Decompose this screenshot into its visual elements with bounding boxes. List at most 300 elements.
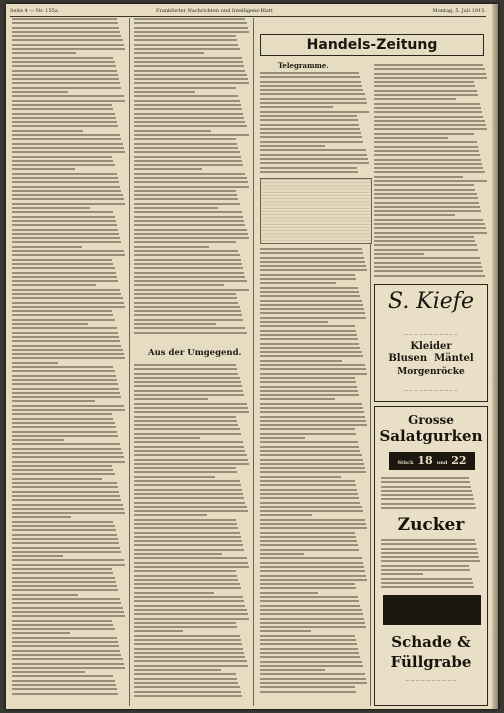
text-line [374, 223, 485, 225]
text-line [260, 381, 356, 383]
text-line [12, 577, 115, 579]
text-line [134, 454, 247, 456]
text-line [12, 581, 116, 583]
text-line [260, 162, 369, 164]
text-line [134, 643, 242, 645]
text-line [260, 467, 365, 469]
page-edge [492, 4, 498, 709]
text-column-3-upper [260, 72, 370, 175]
text-line [134, 211, 242, 213]
text-line [12, 198, 124, 200]
text-line [134, 480, 240, 482]
text-line [374, 210, 481, 212]
text-line [260, 454, 362, 456]
text-line [12, 611, 124, 613]
text-line [12, 134, 120, 136]
text-line [134, 600, 244, 602]
text-line [12, 448, 121, 450]
text-line [12, 383, 118, 385]
text-line [134, 143, 237, 145]
text-line [260, 89, 363, 91]
text-line [12, 486, 118, 488]
text-line [134, 553, 222, 555]
text-line [12, 302, 124, 304]
text-line [134, 566, 249, 568]
text-line [12, 194, 123, 196]
text-line [260, 686, 355, 688]
text-line [134, 549, 244, 551]
text-line [12, 418, 113, 420]
text-line [12, 589, 118, 591]
text-line [374, 73, 486, 75]
text-line [260, 639, 356, 641]
text-line [134, 173, 245, 175]
text-line [374, 244, 477, 246]
text-line [134, 138, 236, 140]
text-line [134, 272, 244, 274]
text-line [12, 70, 117, 72]
text-line [12, 100, 125, 102]
text-line [260, 167, 357, 169]
text-line [134, 44, 238, 46]
text-line [134, 433, 241, 435]
text-line [12, 366, 113, 368]
text-line [260, 360, 342, 362]
text-line [260, 102, 367, 104]
text-line [260, 407, 363, 409]
text-line [134, 319, 243, 321]
text-line [374, 240, 475, 242]
text-line [260, 648, 358, 650]
text-line [134, 18, 245, 20]
text-line [134, 332, 247, 334]
text-line [260, 317, 366, 319]
text-line [12, 160, 113, 162]
text-line [374, 81, 474, 83]
text-line [374, 90, 477, 92]
text-line [12, 645, 119, 647]
text-line [260, 128, 360, 130]
text-line [134, 519, 236, 521]
text-line [12, 370, 115, 372]
text-line [12, 671, 85, 673]
text-line [12, 663, 124, 665]
text-line [12, 349, 123, 351]
text-line [12, 538, 118, 540]
text-line [374, 262, 481, 264]
text-line [12, 667, 125, 669]
text-line [134, 306, 240, 308]
price-1: 18 [417, 454, 433, 467]
text-line [12, 104, 112, 106]
text-line [260, 532, 355, 534]
text-line [12, 516, 71, 518]
text-line [12, 147, 124, 149]
text-line [12, 435, 118, 437]
text-line [381, 507, 476, 509]
text-line [381, 490, 472, 492]
text-line [374, 94, 478, 96]
text-line [12, 65, 116, 67]
column-rule [253, 18, 254, 706]
text-line [381, 586, 474, 588]
text-line [260, 673, 365, 675]
text-line [12, 250, 124, 252]
text-line [260, 691, 356, 693]
text-line [12, 353, 124, 355]
text-line [12, 602, 121, 604]
text-line [260, 295, 360, 297]
text-line [12, 439, 64, 441]
kiefe-blusen-maentel [375, 353, 487, 364]
text-line [12, 297, 123, 299]
ad-text-block [381, 477, 481, 511]
text-line [134, 280, 247, 282]
ad-salatgurken: Salatgurken [379, 427, 483, 445]
text-line [134, 463, 249, 465]
text-line [12, 254, 125, 256]
text-line [374, 128, 487, 130]
masthead-title: Handels-Zeitung [306, 37, 438, 53]
text-line [12, 35, 121, 37]
text-line [260, 562, 363, 564]
text-line [134, 502, 245, 504]
text-line [12, 426, 116, 428]
text-line [134, 471, 237, 473]
text-line [12, 57, 113, 59]
text-line [12, 181, 119, 183]
text-line [260, 583, 355, 585]
text-line [12, 521, 113, 523]
text-line [260, 480, 355, 482]
text-line [260, 93, 365, 95]
text-line [134, 510, 248, 512]
text-line [134, 385, 242, 387]
text-line [12, 229, 118, 231]
text-line [260, 652, 359, 654]
text-line [134, 22, 247, 24]
text-line [12, 620, 112, 622]
text-line [12, 91, 68, 93]
running-head-right: Montag, 5. Juli 1915. [432, 8, 486, 14]
text-line [260, 661, 362, 663]
text-line [260, 403, 362, 405]
text-line [260, 450, 360, 452]
text-line [12, 327, 117, 329]
text-line [12, 138, 121, 140]
text-line [134, 48, 240, 50]
text-line [134, 527, 238, 529]
text-line [12, 44, 124, 46]
text-line [134, 605, 245, 607]
text-line [12, 675, 113, 677]
text-line [12, 443, 120, 445]
text-line [12, 336, 119, 338]
text-line [260, 557, 362, 559]
text-line [12, 31, 120, 33]
text-line [12, 555, 63, 557]
text-line [12, 125, 118, 127]
text-line [134, 506, 247, 508]
text-line [12, 564, 125, 566]
text-line [12, 413, 112, 415]
text-line [12, 512, 125, 514]
text-line [134, 381, 241, 383]
text-line [134, 276, 245, 278]
text-line [260, 506, 362, 508]
newspaper-page [6, 4, 498, 709]
text-line [260, 411, 364, 413]
text-line [12, 143, 123, 145]
text-line [134, 121, 245, 123]
text-line [374, 77, 487, 79]
text-line [260, 308, 364, 310]
text-line [134, 613, 248, 615]
text-line [374, 176, 463, 178]
text-line [12, 405, 124, 407]
text-line [260, 377, 355, 379]
text-line [374, 137, 448, 139]
text-line [134, 446, 244, 448]
text-line [260, 351, 362, 353]
text-line [12, 246, 82, 248]
text-line [134, 297, 237, 299]
text-line [12, 461, 125, 463]
text-line [260, 257, 364, 259]
text-line [134, 673, 236, 675]
text-line [134, 596, 243, 598]
text-line [134, 583, 240, 585]
text-line [260, 85, 362, 87]
text-line [134, 536, 241, 538]
text-line [374, 232, 487, 234]
text-line [260, 149, 366, 151]
text-line [260, 373, 367, 375]
text-line [134, 263, 242, 265]
text-line [12, 323, 88, 325]
text-line [374, 98, 456, 100]
market-table [260, 178, 372, 244]
text-line [134, 327, 245, 329]
text-line [260, 325, 355, 327]
text-line [12, 168, 75, 170]
text-line [260, 463, 364, 465]
text-line [260, 115, 357, 117]
text-line [12, 130, 83, 132]
text-line [134, 618, 249, 620]
text-line [134, 147, 238, 149]
text-line [12, 542, 119, 544]
running-head-left: Seite 4 — Nr. 155a [10, 8, 58, 14]
text-line [12, 499, 121, 501]
text-line [12, 628, 115, 630]
text-line [134, 293, 236, 295]
text-line [260, 669, 325, 671]
text-line [260, 154, 367, 156]
text-line [374, 184, 474, 186]
text-line [260, 386, 357, 388]
text-line [12, 422, 115, 424]
text-line [134, 237, 249, 239]
text-line [260, 343, 359, 345]
text-line [260, 446, 359, 448]
text-line [134, 27, 248, 29]
text-line [12, 684, 116, 686]
text-line [134, 220, 244, 222]
price-und: und [436, 460, 448, 466]
text-line [134, 411, 249, 413]
text-line [134, 523, 237, 525]
text-line [12, 95, 124, 97]
text-line [12, 650, 120, 652]
text-line [260, 437, 305, 439]
text-line [260, 287, 358, 289]
text-line [260, 98, 366, 100]
text-line [134, 695, 242, 697]
ad-footer-line: — — — — — — — — — — [405, 677, 457, 682]
text-line [134, 323, 216, 325]
text-line [374, 167, 483, 169]
text-line [12, 121, 117, 123]
text-line [374, 146, 478, 148]
text-line [12, 280, 118, 282]
price-2: 22 [451, 454, 467, 467]
text-line [134, 532, 240, 534]
text-line [12, 478, 102, 480]
text-line [12, 598, 120, 600]
text-line [12, 465, 112, 467]
text-line [134, 134, 249, 136]
text-line [12, 469, 113, 471]
text-line [374, 249, 478, 251]
text-line [374, 171, 485, 173]
text-line [134, 259, 241, 261]
text-line [12, 658, 123, 660]
text-line [381, 573, 423, 575]
kiefe-kleider: Kleider [410, 341, 452, 352]
text-line [374, 103, 480, 105]
text-line [260, 489, 357, 491]
text-line [134, 575, 237, 577]
text-line [12, 551, 121, 553]
text-line [12, 314, 113, 316]
text-line [260, 549, 359, 551]
text-line [12, 688, 117, 690]
text-line [374, 180, 487, 182]
text-line [260, 678, 366, 680]
text-line [12, 594, 78, 596]
kiefe-footer-line: — — — — — — — — — — — [404, 387, 458, 392]
text-line [134, 57, 242, 59]
text-line [134, 70, 245, 72]
text-line [374, 253, 424, 255]
text-line [134, 104, 241, 106]
price-banner [389, 452, 475, 470]
text-line [260, 269, 367, 271]
text-line [260, 364, 365, 366]
text-line [134, 364, 236, 366]
text-line [12, 482, 117, 484]
text-line [260, 510, 363, 512]
salatgurken-advertisement [374, 406, 488, 706]
text-line [134, 91, 195, 93]
text-line [12, 190, 121, 192]
text-line [260, 304, 363, 306]
text-line [374, 150, 479, 152]
text-line [12, 263, 113, 265]
text-line [12, 508, 124, 510]
text-line [134, 250, 238, 252]
text-line [260, 261, 365, 263]
text-line [12, 568, 112, 570]
text-line [12, 345, 121, 347]
text-line [260, 630, 311, 632]
ad-schade: Schade & [391, 633, 471, 651]
text-line [134, 314, 242, 316]
text-line [12, 289, 120, 291]
text-line [12, 379, 117, 381]
text-line [260, 600, 359, 602]
text-line [12, 48, 125, 50]
text-line [260, 76, 360, 78]
text-line [260, 347, 360, 349]
text-line [134, 117, 244, 119]
text-line [260, 527, 367, 529]
text-line [134, 61, 243, 63]
text-line [260, 544, 358, 546]
text-line [12, 400, 95, 402]
text-line [134, 484, 241, 486]
section-heading: Aus der Umgegend. [148, 348, 242, 358]
text-line [374, 64, 483, 66]
text-line [134, 660, 247, 662]
text-line [12, 224, 117, 226]
text-line [260, 665, 363, 667]
text-line [381, 578, 472, 580]
text-line [134, 424, 238, 426]
text-line [134, 476, 215, 478]
text-line [260, 355, 363, 357]
text-line [260, 136, 362, 138]
text-line [260, 626, 366, 628]
text-line [374, 159, 481, 161]
text-line [134, 489, 242, 491]
text-line [134, 497, 244, 499]
text-line [381, 486, 471, 488]
text-line [12, 680, 115, 682]
text-line [374, 219, 483, 221]
text-line [134, 691, 241, 693]
kiefe-blusen: Blusen [388, 353, 428, 364]
text-line [374, 206, 480, 208]
running-head-center: Frankfurter Nachrichten und Intelligenz-Blatt [156, 8, 273, 14]
text-line [374, 111, 482, 113]
text-line [260, 171, 358, 173]
text-line [134, 302, 238, 304]
text-line [12, 117, 116, 119]
text-line [12, 113, 115, 115]
kondens-milch-banner [383, 595, 481, 625]
text-line [12, 173, 117, 175]
text-line [260, 441, 358, 443]
text-line [12, 207, 90, 209]
text-line [134, 233, 248, 235]
text-line [374, 257, 480, 259]
text-line [12, 654, 121, 656]
kiefe-logo: S. Kiefe [388, 289, 474, 314]
text-line [134, 224, 245, 226]
text-line [12, 456, 124, 458]
